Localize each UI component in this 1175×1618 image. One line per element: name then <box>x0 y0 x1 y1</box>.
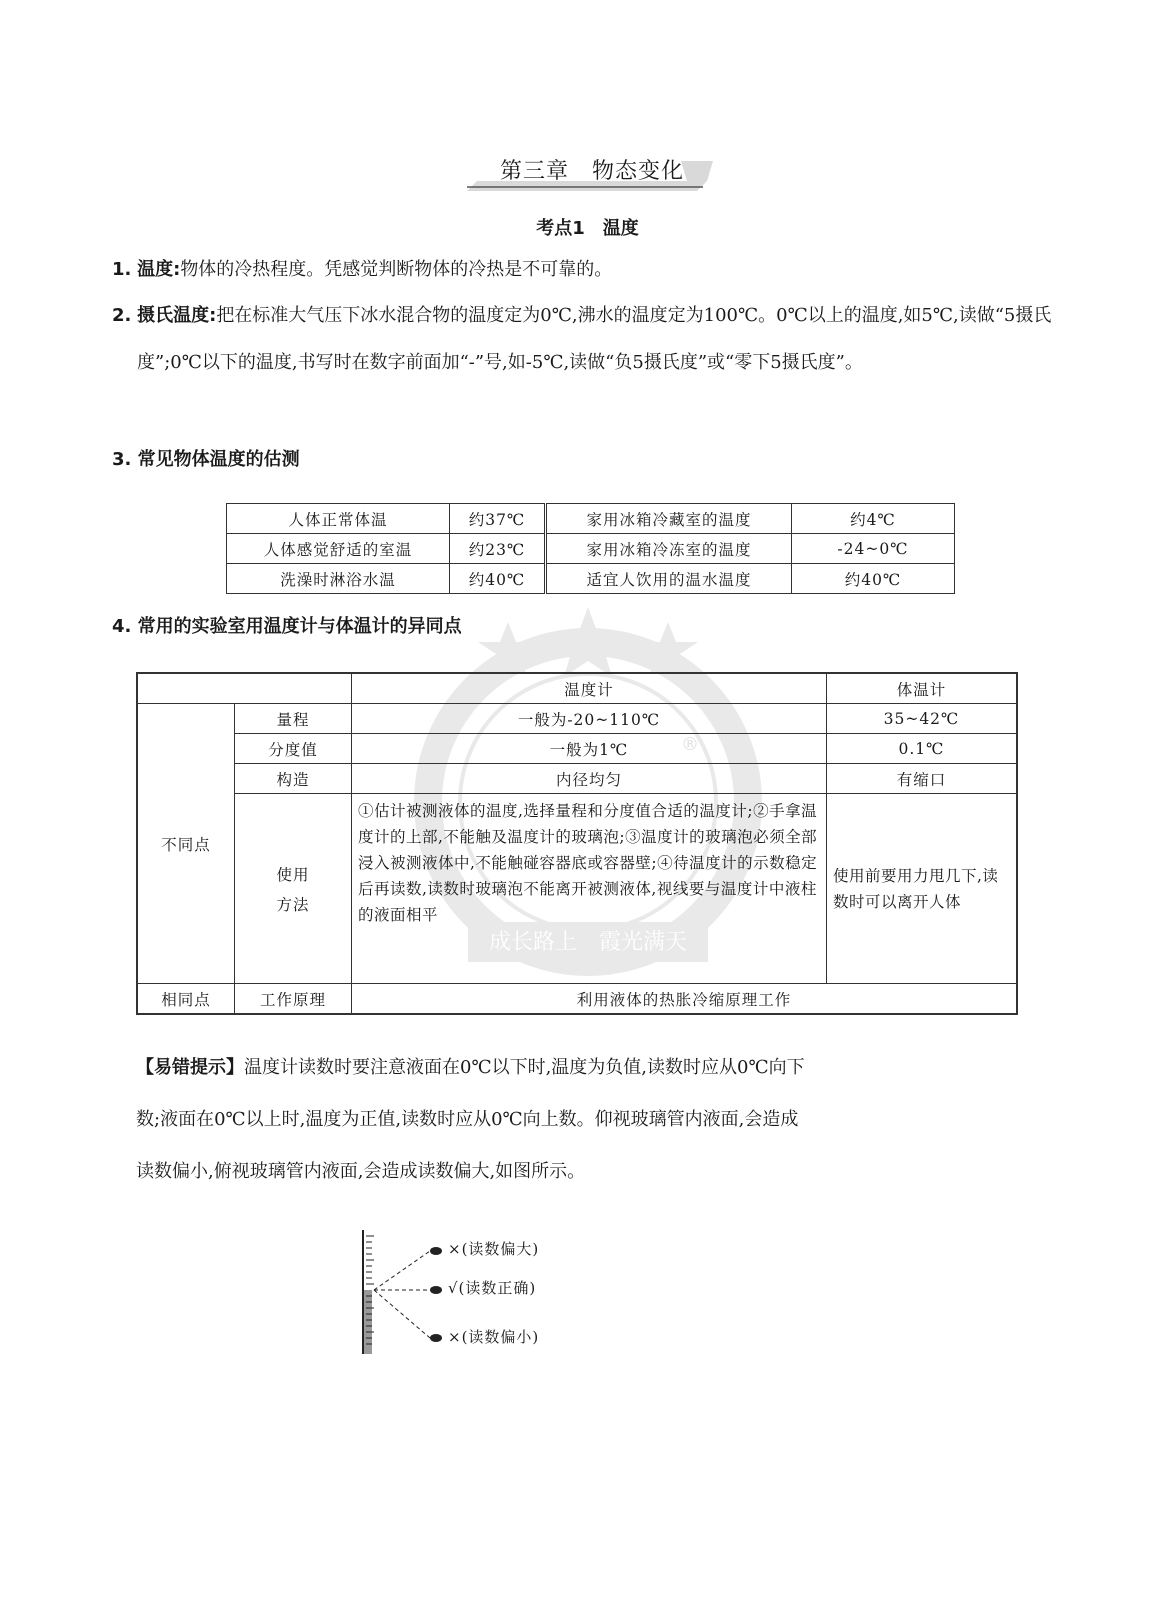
label-reading-high: ×(读数偏大) <box>448 1240 540 1258</box>
row-name: 构造 <box>235 764 352 794</box>
body-usage: 使用前要用力甩几下,读数时可以离开人体 <box>827 794 1018 984</box>
table-header-lab: 温度计 <box>352 673 827 704</box>
tip-label: 【易错提示】 <box>136 1057 244 1078</box>
reading-diagram <box>360 1230 590 1364</box>
table-header-body: 体温计 <box>827 673 1018 704</box>
table-cell: -24~0℃ <box>792 534 955 564</box>
label-reading-low: ×(读数偏小) <box>448 1328 540 1346</box>
table-header-empty <box>137 673 352 704</box>
table-cell: 人体感觉舒适的室温 <box>227 534 450 564</box>
point-2-text: 把在标准大气压下冰水混合物的温度定为0℃,沸水的温度定为100℃。0℃以上的温度,如5℃,读做“5摄氏度”;0℃以下的温度,书写时在数字前面加“-”号,如-5℃,读做“负5摄氏度”或“零下5摄氏度”。 <box>137 305 1052 373</box>
row-name-line1: 使用 <box>276 865 310 884</box>
same-label: 相同点 <box>137 984 235 1015</box>
point-2 <box>112 292 1072 386</box>
table-header-row <box>137 673 1017 704</box>
row-name: 量程 <box>235 704 352 734</box>
estimate-table <box>226 503 955 594</box>
eye-icon <box>430 1247 442 1255</box>
table-row <box>137 984 1017 1015</box>
point-4-number: 4. <box>112 616 132 637</box>
point-2-term: 摄氏温度: <box>137 305 217 326</box>
same-row-name: 工作原理 <box>235 984 352 1015</box>
lab-value: 内径均匀 <box>352 764 827 794</box>
row-name: 分度值 <box>235 734 352 764</box>
table-cell: 人体正常体温 <box>227 504 450 534</box>
section-title: 考点1 温度 <box>536 218 639 239</box>
table-row <box>137 734 1017 764</box>
point-1-number: 1. <box>112 259 132 280</box>
point-2-number: 2. <box>112 305 132 326</box>
table-row <box>227 534 955 564</box>
table-cell: 家用冰箱冷藏室的温度 <box>546 504 792 534</box>
table-cell: 约40℃ <box>450 564 546 594</box>
body-value: 35~42℃ <box>827 704 1018 734</box>
error-tip <box>136 1042 816 1198</box>
watermark-registered-mark: ® <box>681 734 699 755</box>
chapter-banner <box>467 157 717 191</box>
diff-label: 不同点 <box>137 704 235 984</box>
row-name-line2: 方法 <box>276 895 310 914</box>
table-cell: 适宜人饮用的温水温度 <box>546 564 792 594</box>
body-value: 0.1℃ <box>827 734 1018 764</box>
table-cell: 约23℃ <box>450 534 546 564</box>
table-row <box>137 794 1017 984</box>
body-value: 有缩口 <box>827 764 1018 794</box>
point-1-text: 物体的冷热程度。凭感觉判断物体的冷热是不可靠的。 <box>180 259 613 280</box>
table-cell: 约40℃ <box>792 564 955 594</box>
lab-usage: ①估计被测液体的温度,选择量程和分度值合适的温度计;②手拿温度计的上部,不能触及温度计的玻璃泡;③温度计的玻璃泡必须全部浸入被测液体中,不能触碰容器底或容器壁;④待温度计的示数稳定后再读数,读数时玻璃泡不能离开被测液体,视线要与温度计中液柱的液面相平 <box>352 794 827 984</box>
table-row <box>227 564 955 594</box>
point-3-term: 常见物体温度的估测 <box>137 449 300 470</box>
chapter-title: 第三章 物态变化 <box>499 159 684 184</box>
table-row <box>137 704 1017 734</box>
comparison-table <box>136 672 1018 1015</box>
label-reading-correct: √(读数正确) <box>448 1279 537 1297</box>
same-row-value: 利用液体的热胀冷缩原理工作 <box>352 984 1018 1015</box>
point-1-term: 温度: <box>137 259 181 280</box>
tip-text: 温度计读数时要注意液面在0℃以下时,温度为负值,读数时应从0℃向下数;液面在0℃以上时,温度为正值,读数时应从0℃向上数。仰视玻璃管内液面,会造成读数偏小,俯视玻璃管内液面,会造成读数偏大,如图所示。 <box>136 1057 805 1182</box>
table-row <box>227 504 955 534</box>
point-3-number: 3. <box>112 449 132 470</box>
eye-icon <box>430 1286 442 1294</box>
row-name-usage <box>235 794 352 984</box>
table-cell: 家用冰箱冷冻室的温度 <box>546 534 792 564</box>
sight-lines <box>374 1251 430 1338</box>
table-cell: 约37℃ <box>450 504 546 534</box>
lab-value: 一般为1℃ <box>352 734 827 764</box>
lab-value: 一般为-20~110℃ <box>352 704 827 734</box>
table-cell: 洗澡时淋浴水温 <box>227 564 450 594</box>
eye-icons <box>430 1247 442 1342</box>
table-cell: 约4℃ <box>792 504 955 534</box>
eye-icon <box>430 1334 442 1342</box>
point-3-heading <box>112 445 300 471</box>
table-row <box>137 764 1017 794</box>
point-4-term: 常用的实验室用温度计与体温计的异同点 <box>137 616 462 637</box>
watermark-text: 成长路上 霞光满天 <box>488 930 687 955</box>
point-1 <box>112 246 1072 293</box>
